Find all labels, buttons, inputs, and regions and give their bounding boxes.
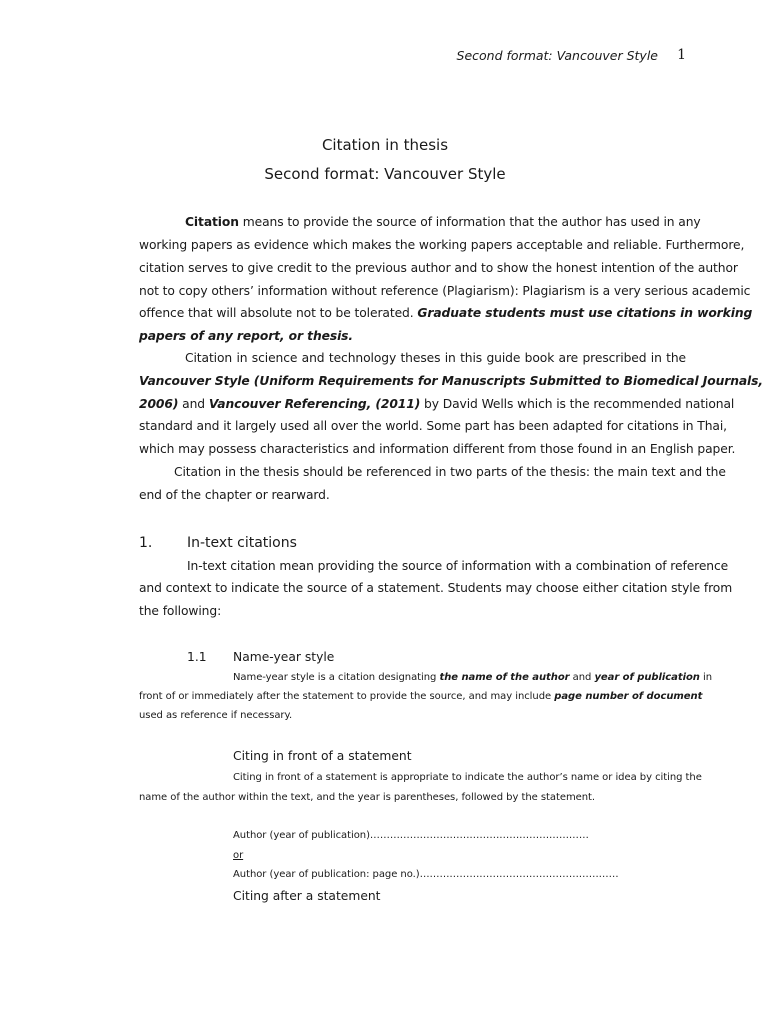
citing-front-example1: Author (year of publication)………………………………………………………… [233, 830, 589, 841]
section1-1-line2: front of or immediately after the statement to provide the source, and may include page number of document [139, 691, 703, 702]
para2-line5: which may possess characteristics and information different from those found in an English paper. [139, 442, 736, 456]
citing-after-heading: Citing after a statement [233, 889, 381, 903]
para3-line2: end of the chapter or rearward. [139, 488, 330, 502]
para1-line2: working papers as evidence which makes the working papers acceptable and reliable. Furthermore, [139, 238, 745, 252]
emphasis-text: Graduate students must use citations in working [417, 306, 753, 320]
section1-line3: the following: [139, 604, 222, 618]
citing-front-heading: Citing in front of a statement [233, 749, 412, 763]
para3-line1: Citation in the thesis should be referenced in two parts of the thesis: the main text and the [174, 465, 726, 479]
para1-line1: Citation means to provide the source of information that the author has used in any [185, 215, 701, 229]
para2-line4: standard and it largely used all over the world. Some part has been adapted for citations in Thai, [139, 419, 727, 433]
para1-line4: not to copy others’ information without reference (Plagiarism): Plagiarism is a very serious academic [139, 284, 751, 298]
section1-1-number: 1.1 [187, 650, 207, 664]
running-header-title: Second format: Vancouver Style [456, 48, 658, 63]
section1-number: 1. [139, 535, 153, 551]
citing-front-example2: Author (year of publication: page no.)…………………………………………………… [233, 869, 619, 880]
para1-line3: citation serves to give credit to the previous author and to show the honest intention of the author [139, 261, 738, 275]
citing-front-line2: name of the author within the text, and the year is parentheses, followed by the statement. [139, 792, 596, 803]
document-title: Citation in thesis [321, 136, 449, 154]
section1-heading: In-text citations [187, 535, 297, 551]
para2-line2: Vancouver Style (Uniform Requirements for Manuscripts Submitted to Biomedical Journals, [139, 374, 763, 388]
section1-1-heading: Name-year style [233, 650, 335, 664]
page-number: 1 [677, 47, 686, 63]
section1-line2: and context to indicate the source of a statement. Students may choose either citation style from [139, 581, 733, 595]
citation-term: Citation [185, 215, 239, 229]
section1-1-line3: used as reference if necessary. [139, 710, 293, 721]
citing-front-line1: Citing in front of a statement is appropriate to indicate the author’s name or idea by citing the [233, 772, 702, 783]
section1-1-line1: Name-year style is a citation designating the name of the author and year of publication in [233, 672, 713, 683]
para2-line1: Citation in science and technology theses in this guide book are prescribed in the [185, 351, 686, 365]
para2-line3: 2006) and Vancouver Referencing, (2011) by David Wells which is the recommended national [139, 397, 735, 411]
or-connector: or [233, 850, 244, 861]
para1-line6: papers of any report, or thesis. [139, 329, 353, 343]
section1-line1: In-text citation mean providing the source of information with a combination of reference [187, 559, 729, 573]
para1-line5: offence that will absolute not to be tolerated. Graduate students must use citations in working [139, 306, 753, 320]
document-subtitle: Second format: Vancouver Style [264, 165, 506, 183]
